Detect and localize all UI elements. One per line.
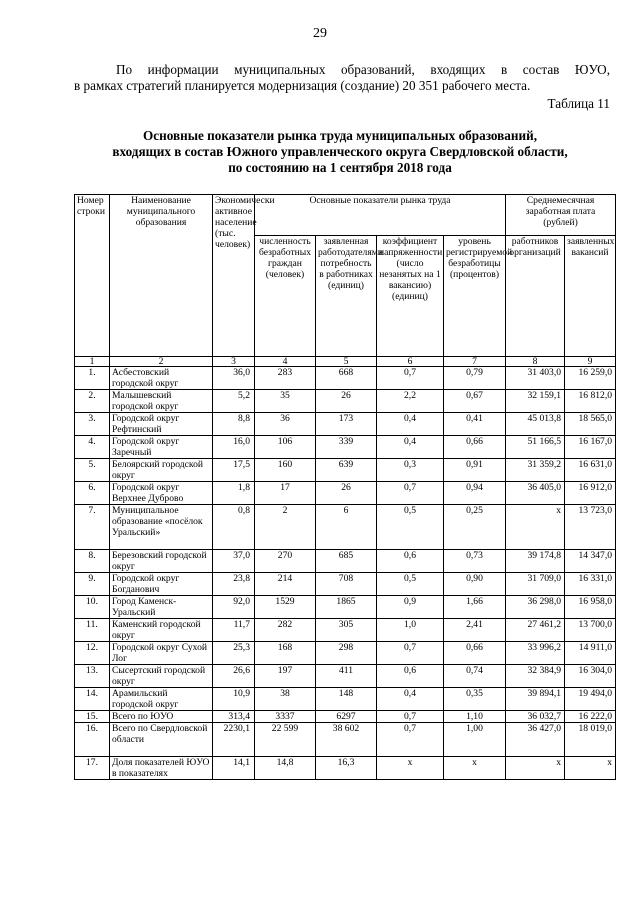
employer-demand: 1865: [316, 596, 377, 619]
title-line-1: Основные показатели рынка труда муниципальных образований,: [143, 128, 537, 143]
header-demand: заявленная работодателями потребность в работниках (единиц): [316, 236, 377, 357]
col-number: 9: [565, 357, 616, 367]
labor-market-table: [74, 194, 616, 780]
row-number: 5.: [75, 459, 110, 482]
salary-workers: 27 461,2: [506, 619, 565, 642]
table-row: [75, 390, 616, 413]
salary-workers: 31 403,0: [506, 367, 565, 390]
employer-demand: 305: [316, 619, 377, 642]
employer-demand: 685: [316, 550, 377, 573]
employer-demand: 16,3: [316, 757, 377, 780]
unemployment-rate: 1,10: [444, 711, 506, 723]
unemployment-rate: 0,41: [444, 413, 506, 436]
economically-active-population: 313,4: [213, 711, 255, 723]
municipality-name: Березовский городской округ: [110, 550, 213, 573]
unemployment-rate: 1,66: [444, 596, 506, 619]
employer-demand: 173: [316, 413, 377, 436]
economically-active-population: 8,8: [213, 413, 255, 436]
unemployed-count: 14,8: [255, 757, 316, 780]
salary-vacancies: 16 958,0: [565, 596, 616, 619]
salary-workers: 36 405,0: [506, 482, 565, 505]
table-row: [75, 367, 616, 390]
tension-coefficient: 0,6: [377, 665, 444, 688]
economically-active-population: 5,2: [213, 390, 255, 413]
unemployed-count: 1529: [255, 596, 316, 619]
table-row: [75, 757, 616, 780]
col-number: 7: [444, 357, 506, 367]
row-number: 16.: [75, 723, 110, 757]
title-line-3: по состоянию на 1 сентября 2018 года: [228, 160, 452, 175]
header-labor-group: Основные показатели рынка труда: [255, 195, 506, 236]
title-line-2: входящих в состав Южного управленческого округа Свердловской области,: [112, 144, 568, 159]
unemployed-count: 36: [255, 413, 316, 436]
intro-line-1: По информации муниципальных образований, входящих в состав ЮУО,: [116, 62, 610, 77]
unemployment-rate: 0,35: [444, 688, 506, 711]
salary-workers: 36 427,0: [506, 723, 565, 757]
municipality-name: Городской округ Богданович: [110, 573, 213, 596]
unemployment-rate: 0,94: [444, 482, 506, 505]
salary-workers: 32 159,1: [506, 390, 565, 413]
economically-active-population: 26,6: [213, 665, 255, 688]
unemployment-rate: 1,00: [444, 723, 506, 757]
economically-active-population: 16,0: [213, 436, 255, 459]
salary-vacancies: 14 911,0: [565, 642, 616, 665]
municipality-name: Сысертский городской округ: [110, 665, 213, 688]
row-number: 4.: [75, 436, 110, 459]
header-salary-workers: работников организаций: [506, 236, 565, 357]
tension-coefficient: 0,7: [377, 711, 444, 723]
unemployment-rate: 0,66: [444, 436, 506, 459]
salary-vacancies: 16 222,0: [565, 711, 616, 723]
salary-workers: 31 709,0: [506, 573, 565, 596]
unemployed-count: 197: [255, 665, 316, 688]
economically-active-population: 23,8: [213, 573, 255, 596]
employer-demand: 411: [316, 665, 377, 688]
municipality-name: Доля показателей ЮУО в показателях: [110, 757, 213, 780]
municipality-name: Городской округ Сухой Лог: [110, 642, 213, 665]
economically-active-population: 1,8: [213, 482, 255, 505]
col-number: 3: [213, 357, 255, 367]
unemployment-rate: 0,73: [444, 550, 506, 573]
employer-demand: 38 602: [316, 723, 377, 757]
economically-active-population: 92,0: [213, 596, 255, 619]
employer-demand: 639: [316, 459, 377, 482]
salary-vacancies: 16 331,0: [565, 573, 616, 596]
economically-active-population: 37,0: [213, 550, 255, 573]
unemployed-count: 38: [255, 688, 316, 711]
municipality-name: Городской округ Заречный: [110, 436, 213, 459]
table-row: [75, 642, 616, 665]
salary-workers: 36 298,0: [506, 596, 565, 619]
header-salary-vacancies: заявленных вакансий: [565, 236, 616, 357]
municipality-name: Асбестовский городской округ: [110, 367, 213, 390]
salary-workers: х: [506, 757, 565, 780]
salary-vacancies: 18 019,0: [565, 723, 616, 757]
col-number: 1: [75, 357, 110, 367]
header-unemployment-rate: уровень регистрируемой безработицы (процентов): [444, 236, 506, 357]
municipality-name: Всего по ЮУО: [110, 711, 213, 723]
unemployed-count: 3337: [255, 711, 316, 723]
salary-vacancies: 18 565,0: [565, 413, 616, 436]
row-number: 6.: [75, 482, 110, 505]
table-title: [60, 128, 620, 176]
header-population: Экономически активное население (тыс. человек): [213, 195, 255, 357]
unemployed-count: 168: [255, 642, 316, 665]
salary-workers: 51 166,5: [506, 436, 565, 459]
employer-demand: 26: [316, 482, 377, 505]
unemployed-count: 160: [255, 459, 316, 482]
table-row: [75, 711, 616, 723]
unemployment-rate: 0,25: [444, 505, 506, 550]
table-row: [75, 723, 616, 757]
row-number: 12.: [75, 642, 110, 665]
salary-workers: 39 894,1: [506, 688, 565, 711]
table-row: [75, 436, 616, 459]
tension-coefficient: 0,7: [377, 482, 444, 505]
row-number: 7.: [75, 505, 110, 550]
column-numbers-row: [75, 357, 616, 367]
municipality-name: Городской округ Верхнее Дуброво: [110, 482, 213, 505]
unemployed-count: 22 599: [255, 723, 316, 757]
unemployed-count: 106: [255, 436, 316, 459]
tension-coefficient: 0,3: [377, 459, 444, 482]
employer-demand: 6: [316, 505, 377, 550]
unemployed-count: 35: [255, 390, 316, 413]
salary-vacancies: 16 912,0: [565, 482, 616, 505]
salary-vacancies: 16 812,0: [565, 390, 616, 413]
intro-line-2: в рамках стратегий планируется модернизация (создание) 20 351 рабочего места.: [74, 78, 531, 93]
unemployment-rate: 0,79: [444, 367, 506, 390]
row-number: 14.: [75, 688, 110, 711]
table-row: [75, 619, 616, 642]
tension-coefficient: 0,7: [377, 367, 444, 390]
salary-workers: х: [506, 505, 565, 550]
tension-coefficient: 1,0: [377, 619, 444, 642]
salary-vacancies: 16 304,0: [565, 665, 616, 688]
table-row: [75, 459, 616, 482]
row-number: 15.: [75, 711, 110, 723]
row-number: 9.: [75, 573, 110, 596]
employer-demand: 6297: [316, 711, 377, 723]
col-number: 5: [316, 357, 377, 367]
unemployed-count: 283: [255, 367, 316, 390]
employer-demand: 298: [316, 642, 377, 665]
unemployed-count: 214: [255, 573, 316, 596]
economically-active-population: 14,1: [213, 757, 255, 780]
unemployment-rate: 2,41: [444, 619, 506, 642]
salary-vacancies: 19 494,0: [565, 688, 616, 711]
salary-vacancies: 14 347,0: [565, 550, 616, 573]
unemployment-rate: 0,66: [444, 642, 506, 665]
row-number: 8.: [75, 550, 110, 573]
economically-active-population: 0,8: [213, 505, 255, 550]
unemployment-rate: х: [444, 757, 506, 780]
economically-active-population: 17,5: [213, 459, 255, 482]
municipality-name: Белоярский городской округ: [110, 459, 213, 482]
tension-coefficient: 0,7: [377, 723, 444, 757]
tension-coefficient: 0,5: [377, 573, 444, 596]
salary-workers: 32 384,9: [506, 665, 565, 688]
col-number: 4: [255, 357, 316, 367]
unemployed-count: 2: [255, 505, 316, 550]
table-row: [75, 688, 616, 711]
tension-coefficient: 0,4: [377, 436, 444, 459]
row-number: 1.: [75, 367, 110, 390]
table-row: [75, 413, 616, 436]
row-number: 11.: [75, 619, 110, 642]
row-number: 3.: [75, 413, 110, 436]
table-row: [75, 550, 616, 573]
municipality-name: Городской округ Рефтинский: [110, 413, 213, 436]
unemployment-rate: 0,90: [444, 573, 506, 596]
economically-active-population: 36,0: [213, 367, 255, 390]
unemployed-count: 282: [255, 619, 316, 642]
header-tension: коэффициент напряженности (число незанятых на 1 вакансию) (единиц): [377, 236, 444, 357]
table-row: [75, 505, 616, 550]
salary-vacancies: 16 631,0: [565, 459, 616, 482]
tension-coefficient: х: [377, 757, 444, 780]
unemployed-count: 17: [255, 482, 316, 505]
economically-active-population: 10,9: [213, 688, 255, 711]
salary-workers: 45 013,8: [506, 413, 565, 436]
tension-coefficient: 0,6: [377, 550, 444, 573]
table-row: [75, 665, 616, 688]
tension-coefficient: 0,7: [377, 642, 444, 665]
tension-coefficient: 0,4: [377, 413, 444, 436]
salary-workers: 36 032,7: [506, 711, 565, 723]
table-row: [75, 596, 616, 619]
row-number: 17.: [75, 757, 110, 780]
municipality-name: Арамильский городской округ: [110, 688, 213, 711]
tension-coefficient: 0,5: [377, 505, 444, 550]
salary-workers: 39 174,8: [506, 550, 565, 573]
table-row: [75, 482, 616, 505]
col-number: 6: [377, 357, 444, 367]
row-number: 10.: [75, 596, 110, 619]
table-row: [75, 573, 616, 596]
salary-vacancies: 16 259,0: [565, 367, 616, 390]
unemployed-count: 270: [255, 550, 316, 573]
tension-coefficient: 2,2: [377, 390, 444, 413]
page-number: 29: [313, 26, 327, 41]
salary-workers: 31 359,2: [506, 459, 565, 482]
tension-coefficient: 0,4: [377, 688, 444, 711]
unemployment-rate: 0,67: [444, 390, 506, 413]
header-unemployed: численность безработных граждан (человек): [255, 236, 316, 357]
header-row-number: Номер строки: [75, 195, 110, 357]
col-number: 8: [506, 357, 565, 367]
intro-paragraph: [74, 62, 610, 94]
salary-workers: 33 996,2: [506, 642, 565, 665]
unemployment-rate: 0,91: [444, 459, 506, 482]
municipality-name: Всего по Свердловской области: [110, 723, 213, 757]
col-number: 2: [110, 357, 213, 367]
salary-vacancies: 13 700,0: [565, 619, 616, 642]
employer-demand: 26: [316, 390, 377, 413]
economically-active-population: 2230,1: [213, 723, 255, 757]
table-body: [75, 367, 616, 780]
economically-active-population: 11,7: [213, 619, 255, 642]
employer-demand: 668: [316, 367, 377, 390]
header-name: Наименование муниципального образования: [110, 195, 213, 357]
employer-demand: 708: [316, 573, 377, 596]
municipality-name: Малышевский городской округ: [110, 390, 213, 413]
employer-demand: 148: [316, 688, 377, 711]
table-label: Таблица 11: [547, 96, 610, 111]
employer-demand: 339: [316, 436, 377, 459]
salary-vacancies: х: [565, 757, 616, 780]
municipality-name: Муниципальное образование «посёлок Уральский»: [110, 505, 213, 550]
municipality-name: Каменский городской округ: [110, 619, 213, 642]
economically-active-population: 25,3: [213, 642, 255, 665]
unemployment-rate: 0,74: [444, 665, 506, 688]
salary-vacancies: 13 723,0: [565, 505, 616, 550]
salary-vacancies: 16 167,0: [565, 436, 616, 459]
tension-coefficient: 0,9: [377, 596, 444, 619]
row-number: 2.: [75, 390, 110, 413]
row-number: 13.: [75, 665, 110, 688]
header-salary-group: Среднемесячная заработная плата (рублей): [506, 195, 616, 236]
municipality-name: Город Каменск-Уральский: [110, 596, 213, 619]
